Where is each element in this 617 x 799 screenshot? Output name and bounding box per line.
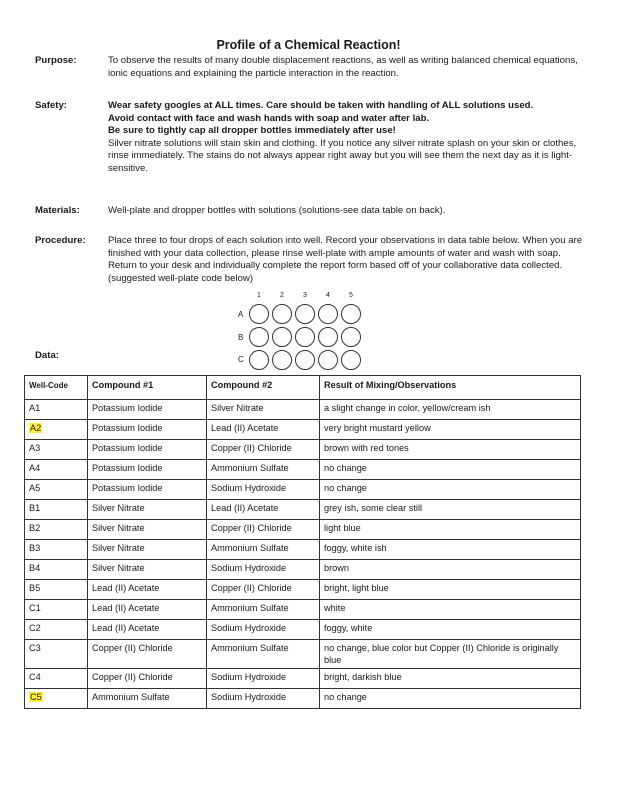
compound-1-cell: Copper (II) Chloride [88, 669, 207, 689]
compound-1-cell: Potassium Iodide [88, 480, 207, 500]
result-cell: no change [320, 460, 581, 480]
table-row [25, 400, 581, 420]
table-row [25, 560, 581, 580]
result-cell: no change [320, 480, 581, 500]
compound-1-cell: Lead (II) Acetate [88, 580, 207, 600]
well-code-text: B4 [29, 563, 41, 573]
header-compound-1: Compound #1 [88, 376, 207, 400]
safety-label: Safety: [35, 100, 67, 111]
table-row [25, 689, 581, 709]
compound-2-cell: Sodium Hydroxide [207, 669, 320, 689]
plate-column-label: 5 [349, 292, 353, 299]
well-B3 [295, 327, 315, 347]
compound-1-cell: Copper (II) Chloride [88, 640, 207, 669]
table-row [25, 460, 581, 480]
result-cell: no change [320, 689, 581, 709]
well-code-cell [25, 400, 88, 420]
compound-1-cell: Ammonium Sulfate [88, 689, 207, 709]
well-code-cell [25, 689, 88, 709]
plate-row-label: C [238, 355, 244, 364]
result-cell: bright, light blue [320, 580, 581, 600]
compound-1-cell: Silver Nitrate [88, 520, 207, 540]
safety-warning-1: Wear safety googles at ALL times. Care should be taken with handling of ALL solutions used. [108, 100, 534, 111]
table-row [25, 480, 581, 500]
well-code-text: A4 [29, 463, 41, 473]
plate-column-label: 3 [303, 292, 307, 299]
compound-1-cell: Silver Nitrate [88, 560, 207, 580]
header-well-code: Well-Code [25, 376, 88, 400]
well-A4 [318, 304, 338, 324]
compound-1-cell: Potassium Iodide [88, 420, 207, 440]
well-code-cell [25, 500, 88, 520]
well-code-cell [25, 440, 88, 460]
result-cell: brown [320, 560, 581, 580]
table-row [25, 440, 581, 460]
compound-2-cell: Copper (II) Chloride [207, 440, 320, 460]
data-label: Data: [35, 350, 59, 361]
materials-text: Well-plate and dropper bottles with solutions (solutions-see data table on back). [108, 205, 446, 216]
header-result: Result of Mixing/Observations [320, 376, 581, 400]
well-A3 [295, 304, 315, 324]
result-cell: foggy, white [320, 620, 581, 640]
well-B4 [318, 327, 338, 347]
purpose-label: Purpose: [35, 55, 77, 66]
compound-2-cell: Sodium Hydroxide [207, 689, 320, 709]
compound-2-cell: Ammonium Sulfate [207, 540, 320, 560]
compound-2-cell: Ammonium Sulfate [207, 460, 320, 480]
table-row [25, 500, 581, 520]
materials-label: Materials: [35, 205, 80, 216]
well-code-cell [25, 620, 88, 640]
compound-1-cell: Silver Nitrate [88, 540, 207, 560]
compound-1-cell: Potassium Iodide [88, 400, 207, 420]
compound-1-cell: Lead (II) Acetate [88, 620, 207, 640]
result-cell: a slight change in color, yellow/cream ish [320, 400, 581, 420]
plate-column-label: 2 [280, 292, 284, 299]
safety-text: Silver nitrate solutions will stain skin and clothing. If you notice any silver nitrate splash on your skin or clothes, rinse immediately. The stains do not always appear right away but you will see them the next day as it is light-sensitive. [108, 137, 577, 174]
plate-column-label: 4 [326, 292, 330, 299]
result-cell: grey ish, some clear still [320, 500, 581, 520]
well-code-text: B5 [29, 583, 41, 593]
well-code-text: A5 [29, 483, 41, 493]
well-A2 [272, 304, 292, 324]
well-code-cell [25, 420, 88, 440]
well-A1 [249, 304, 269, 324]
result-cell: brown with red tones [320, 440, 581, 460]
compound-1-cell: Potassium Iodide [88, 440, 207, 460]
page-title: Profile of a Chemical Reaction! [216, 38, 401, 52]
result-cell: light blue [320, 520, 581, 540]
compound-2-cell: Lead (II) Acetate [207, 420, 320, 440]
well-code-cell [25, 540, 88, 560]
safety-warning-3: Be sure to tightly cap all dropper bottles immediately after use! [108, 125, 396, 137]
table-row [25, 640, 581, 669]
well-code-text: B3 [29, 543, 41, 553]
compound-2-cell: Ammonium Sulfate [207, 640, 320, 669]
table-row [25, 620, 581, 640]
well-B1 [249, 327, 269, 347]
well-code-cell [25, 580, 88, 600]
result-cell: foggy, white ish [320, 540, 581, 560]
well-code-text: A1 [29, 403, 41, 413]
table-row [25, 420, 581, 440]
well-code-text: C3 [29, 643, 41, 653]
compound-2-cell: Sodium Hydroxide [207, 560, 320, 580]
compound-2-cell: Lead (II) Acetate [207, 500, 320, 520]
well-code-cell [25, 520, 88, 540]
compound-2-cell: Copper (II) Chloride [207, 580, 320, 600]
well-code-text: C4 [29, 672, 41, 682]
well-B5 [341, 327, 361, 347]
result-cell: white [320, 600, 581, 620]
result-cell: no change, blue color but Copper (II) Chloride is originally blue [320, 640, 581, 669]
compound-1-cell: Lead (II) Acetate [88, 600, 207, 620]
compound-2-cell: Sodium Hydroxide [207, 480, 320, 500]
procedure-text: Place three to four drops of each solution into well. Record your observations in data table below. When you are finished with your data collection, please rinse well-plate with ample amounts of water and wash with soap. Return to your desk and individually complete the report form based off of your collaborative data collected. (suggested well-plate code below) [108, 235, 583, 284]
well-C5 [341, 350, 361, 370]
data-table [24, 375, 581, 709]
table-row [25, 669, 581, 689]
compound-2-cell: Ammonium Sulfate [207, 600, 320, 620]
result-cell: bright, darkish blue [320, 669, 581, 689]
well-C2 [272, 350, 292, 370]
well-B2 [272, 327, 292, 347]
table-row [25, 580, 581, 600]
well-code-cell [25, 560, 88, 580]
result-cell: very bright mustard yellow [320, 420, 581, 440]
well-code-text: A2 [30, 423, 42, 433]
well-C4 [318, 350, 338, 370]
purpose-text: To observe the results of many double displacement reactions, as well as writing balanced chemical equations, ionic equations and explaining the particle interaction in the reaction. [108, 55, 578, 79]
header-compound-2: Compound #2 [207, 376, 320, 400]
well-C3 [295, 350, 315, 370]
compound-2-cell: Silver Nitrate [207, 400, 320, 420]
plate-row-label: A [238, 310, 244, 319]
well-code-text: C2 [29, 623, 41, 633]
well-code-text: B1 [29, 503, 41, 513]
compound-1-cell: Potassium Iodide [88, 460, 207, 480]
compound-2-cell: Copper (II) Chloride [207, 520, 320, 540]
well-code-cell [25, 480, 88, 500]
table-row [25, 540, 581, 560]
table-body [25, 400, 581, 709]
compound-1-cell: Silver Nitrate [88, 500, 207, 520]
well-code-cell [25, 600, 88, 620]
plate-row-label: B [238, 333, 244, 342]
well-code-cell [25, 460, 88, 480]
well-code-cell [25, 640, 88, 669]
well-code-text: C5 [30, 692, 42, 702]
safety-warning-2: Avoid contact with face and wash hands with soap and water after lab. [108, 112, 430, 124]
plate-column-label: 1 [257, 292, 261, 299]
well-C1 [249, 350, 269, 370]
compound-2-cell: Sodium Hydroxide [207, 620, 320, 640]
well-A5 [341, 304, 361, 324]
well-code-text: C1 [29, 603, 41, 613]
procedure-label: Procedure: [35, 235, 86, 246]
well-code-text: A3 [29, 443, 41, 453]
safety-body [108, 100, 584, 176]
well-code-cell [25, 669, 88, 689]
table-row [25, 600, 581, 620]
table-header-row [25, 376, 581, 400]
table-row [25, 520, 581, 540]
well-code-text: B2 [29, 523, 41, 533]
